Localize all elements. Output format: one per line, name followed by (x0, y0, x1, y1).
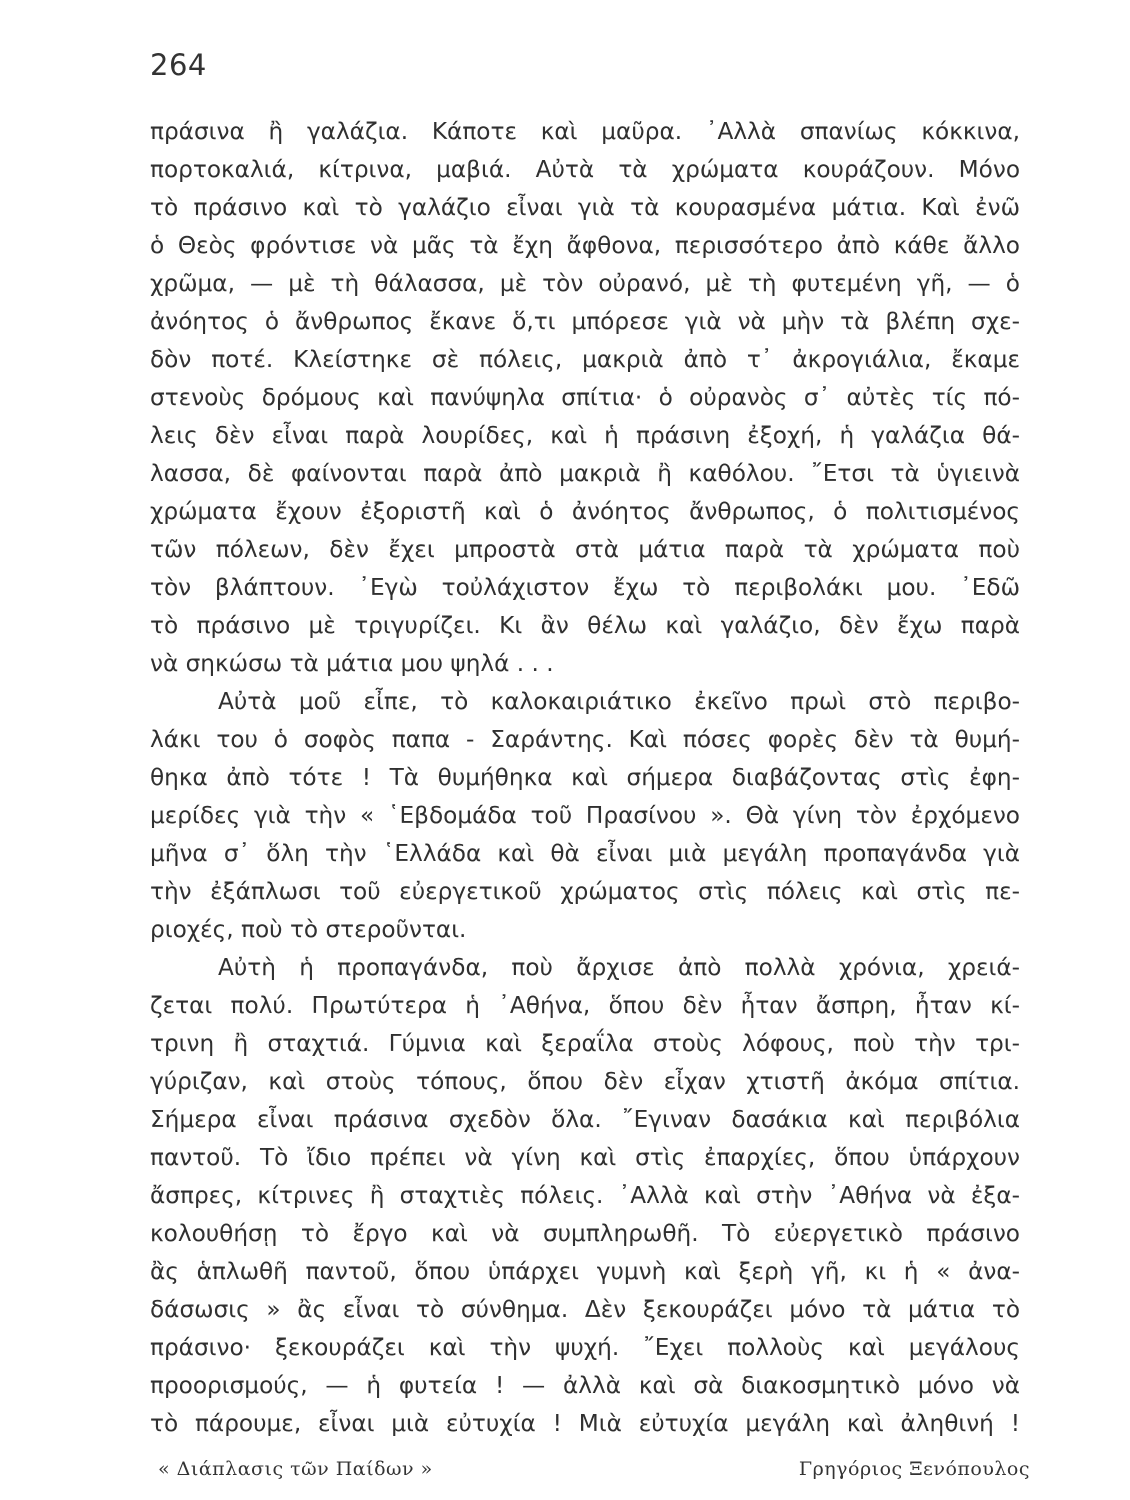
text-line: πράσινο· ξεκουράζει καὶ τὴν ψυχή. ῎Εχει πολλοὺς καὶ μεγάλους (150, 1334, 1020, 1361)
text-line: τὸ πράσινο μὲ τριγυρίζει. Κι ἂν θέλω καὶ γαλάζιο, δὲν ἔχω παρὰ (150, 612, 1020, 639)
text-line: ὁ Θεὸς φρόντισε νὰ μᾶς τὰ ἔχη ἄφθονα, περισσότερο ἀπὸ κάθε ἄλλο (150, 232, 1020, 259)
text-line: πορτοκαλιά, κίτρινα, μαβιά. Αὐτὰ τὰ χρώματα κουράζουν. Μόνο (150, 156, 1020, 183)
page-number: 264 (150, 48, 207, 82)
text-line: χρώματα ἔχουν ἐξοριστῆ καὶ ὁ ἀνόητος ἄνθρωπος, ὁ πολιτισμένος (150, 498, 1020, 525)
text-line: πράσινα ἢ γαλάζια. Κάποτε καὶ μαῦρα. ᾿Αλλὰ σπανίως κόκκινα, (150, 118, 1020, 145)
author-name: Γρηγόριος Ξενόπουλος (798, 1458, 1030, 1480)
text-line: μερίδες γιὰ τὴν « ῾Εβδομάδα τοῦ Πρασίνου ». Θὰ γίνη τὸν ἐρχόμενο (150, 802, 1020, 829)
text-line: κολουθήσῃ τὸ ἔργο καὶ νὰ συμπληρωθῆ. Τὸ εὐεργετικὸ πράσινο (150, 1220, 1020, 1247)
text-line: λάκι του ὁ σοφὸς παπα - Σαράντης. Καὶ πόσες φορὲς δὲν τὰ θυμή- (150, 726, 1020, 753)
text-line: ἀνόητος ὁ ἄνθρωπος ἔκανε ὅ,τι μπόρεσε γιὰ νὰ μὴν τὰ βλέπη σχε- (150, 308, 1020, 335)
text-line: δὸν ποτέ. Κλείστηκε σὲ πόλεις, μακριὰ ἀπὸ τ᾿ ἀκρογιάλια, ἔκαμε (150, 346, 1020, 373)
text-line: προορισμούς, — ἡ φυτεία ! — ἀλλὰ καὶ σὰ διακοσμητικὸ μόνο νὰ (150, 1372, 1020, 1399)
text-line: Σήμερα εἶναι πράσινα σχεδὸν ὅλα. ῎Εγιναν δασάκια καὶ περιβόλια (150, 1106, 1020, 1133)
text-line: ριοχές, ποὺ τὸ στεροῦνται. (150, 916, 467, 943)
text-line: τὸν βλάπτουν. ᾿Εγὼ τοὐλάχιστον ἔχω τὸ περιβολάκι μου. ᾿Εδῶ (150, 574, 1020, 601)
text-line: τὴν ἐξάπλωσι τοῦ εὐεργετικοῦ χρώματος στὶς πόλεις καὶ στὶς πε- (150, 878, 1020, 905)
text-line: θηκα ἀπὸ τότε ! Τὰ θυμήθηκα καὶ σήμερα διαβάζοντας στὶς ἐφη- (150, 764, 1020, 791)
text-line: Αὐτὰ μοῦ εἶπε, τὸ καλοκαιριάτικο ἐκεῖνο πρωὶ στὸ περιβο- (218, 688, 1020, 715)
text-line: ζεται πολύ. Πρωτύτερα ἡ ᾿Αθήνα, ὅπου δὲν ἦταν ἄσπρη, ἦταν κί- (150, 992, 1020, 1019)
text-line: δάσωσις » ἂς εἶναι τὸ σύνθημα. Δὲν ξεκουράζει μόνο τὰ μάτια τὸ (150, 1296, 1020, 1323)
text-line: λεις δὲν εἶναι παρὰ λουρίδες, καὶ ἡ πράσινη ἐξοχή, ἡ γαλάζια θά- (150, 422, 1020, 449)
text-line: τὸ πάρουμε, εἶναι μιὰ εὐτυχία ! Μιὰ εὐτυχία μεγάλη καὶ ἀληθινή ! (150, 1410, 1020, 1437)
text-line: ἂς ἁπλωθῆ παντοῦ, ὅπου ὑπάρχει γυμνὴ καὶ ξερὴ γῆ, κι ἡ « ἀνα- (150, 1258, 1020, 1285)
text-line: λασσα, δὲ φαίνονται παρὰ ἀπὸ μακριὰ ἢ καθόλου. ῎Ετσι τὰ ὑγιεινὰ (150, 460, 1020, 487)
text-line: παντοῦ. Τὸ ἴδιο πρέπει νὰ γίνη καὶ στὶς ἐπαρχίες, ὅπου ὑπάρχουν (150, 1144, 1020, 1171)
text-line: τὸ πράσινο καὶ τὸ γαλάζιο εἶναι γιὰ τὰ κουρασμένα μάτια. Καὶ ἐνῶ (150, 194, 1020, 221)
text-line: ἄσπρες, κίτρινες ἢ σταχτιὲς πόλεις. ᾿Αλλὰ καὶ στὴν ᾿Αθήνα νὰ ἐξα- (150, 1182, 1020, 1209)
text-line: τρινη ἢ σταχτιά. Γύμνια καὶ ξεραΐλα στοὺς λόφους, ποὺ τὴν τρι- (150, 1030, 1020, 1057)
text-line: τῶν πόλεων, δὲν ἔχει μπροστὰ στὰ μάτια παρὰ τὰ χρώματα ποὺ (150, 536, 1020, 563)
text-line: μῆνα σ᾿ ὅλη τὴν ῾Ελλάδα καὶ θὰ εἶναι μιὰ μεγάλη προπαγάνδα γιὰ (150, 840, 1020, 867)
text-line: γύριζαν, καὶ στοὺς τόπους, ὅπου δὲν εἶχαν χτιστῆ ἀκόμα σπίτια. (150, 1068, 1020, 1095)
text-line: Αὐτὴ ἡ προπαγάνδα, ποὺ ἄρχισε ἀπὸ πολλὰ χρόνια, χρειά- (218, 954, 1020, 981)
text-line: νὰ σηκώσω τὰ μάτια μου ψηλά . . . (150, 650, 554, 677)
text-line: χρῶμα, — μὲ τὴ θάλασσα, μὲ τὸν οὐρανό, μὲ τὴ φυτεμένη γῆ, — ὁ (150, 270, 1020, 297)
source-citation: « Διάπλασις τῶν Παίδων » (158, 1458, 433, 1480)
text-line: στενοὺς δρόμους καὶ πανύψηλα σπίτια· ὁ οὐρανὸς σ᾿ αὐτὲς τίς πό- (150, 384, 1020, 411)
